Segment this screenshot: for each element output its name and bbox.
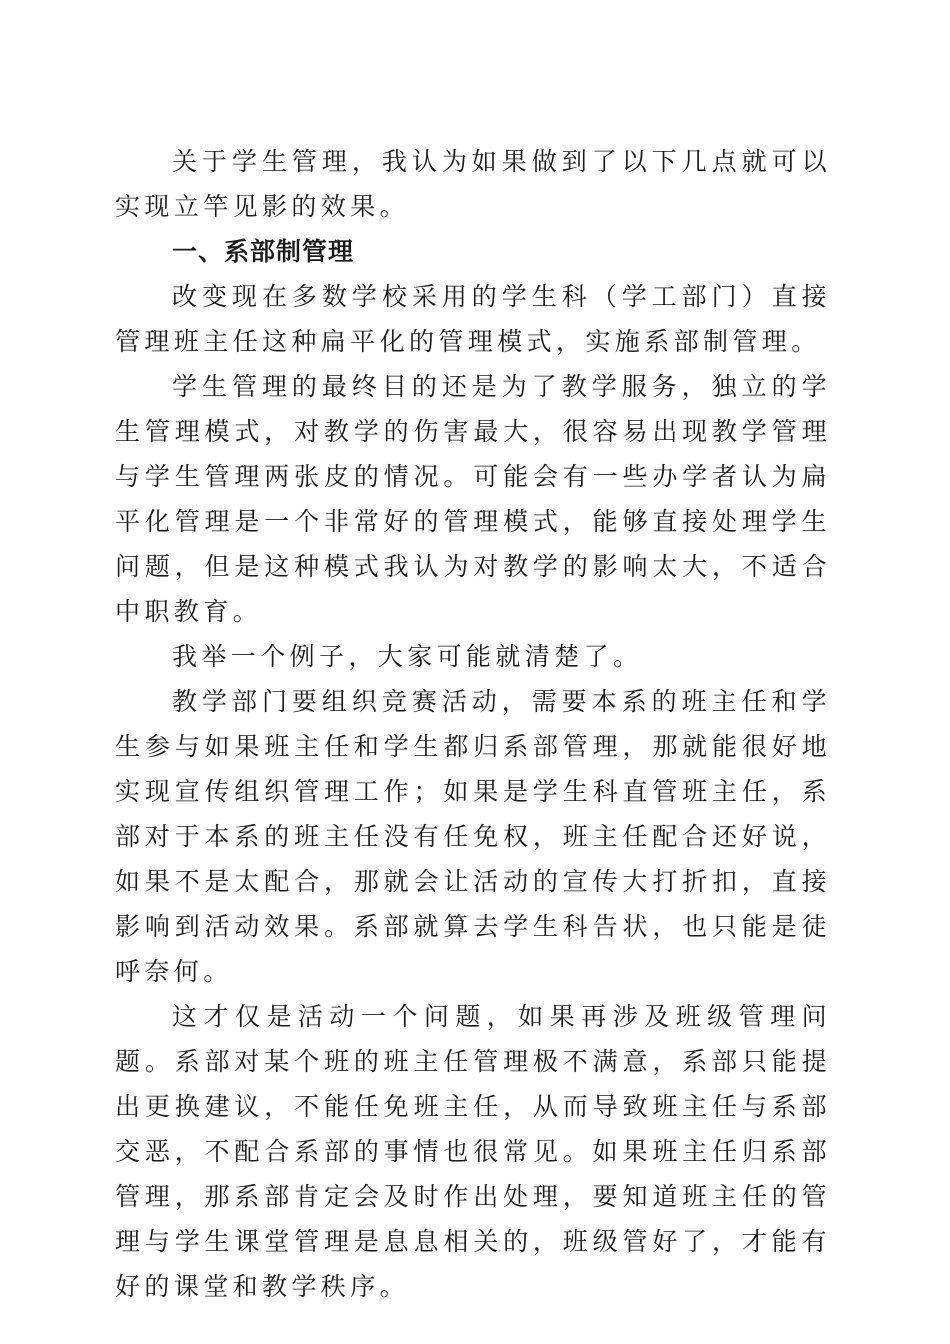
body-paragraph: 教学部门要组织竞赛活动，需要本系的班主任和学生参与如果班主任和学生都归系部管理，那就能很好地实现宣传组织管理工作；如果是学生科直管班主任，系部对于本系的班主任没有任免权，班主任配合还好说，如果不是太配合，那就会让活动的宣传大打折扣，直接影响到活动效果。系部就算去学生科告状，也只能是徒呼奈何。 [115,687,831,986]
intro-paragraph: 关于学生管理，我认为如果做到了以下几点就可以实现立竿见影的效果。 [115,147,831,221]
section-heading: 一、系部制管理 [172,237,355,266]
body-paragraph: 我举一个例子，大家可能就清楚了。 [172,642,643,671]
body-paragraph: 学生管理的最终目的还是为了教学服务，独立的学生管理模式，对教学的伤害最大，很容易出现教学管理与学生管理两张皮的情况。可能会有一些办学者认为扁平化管理是一个非常好的管理模式，能够直接处理学生问题，但是这种模式我认为对教学的影响太大，不适合中职教育。 [115,372,831,626]
body-paragraph: 改变现在多数学校采用的学生科（学工部门）直接管理班主任这种扁平化的管理模式，实施系部制管理。 [115,282,831,356]
body-paragraph: 这才仅是活动一个问题，如果再涉及班级管理问题。系部对某个班的班主任管理极不满意，系部只能提出更换建议，不能任免班主任，从而导致班主任与系部交恶，不配合系部的事情也很常见。如果班主任归系部管理，那系部肯定会及时作出处理，要知道班主任的管理与学生课堂管理是息息相关的，班级管好了，才能有好的课堂和教学秩序。 [115,1002,831,1301]
document-body [115,139,831,1309]
